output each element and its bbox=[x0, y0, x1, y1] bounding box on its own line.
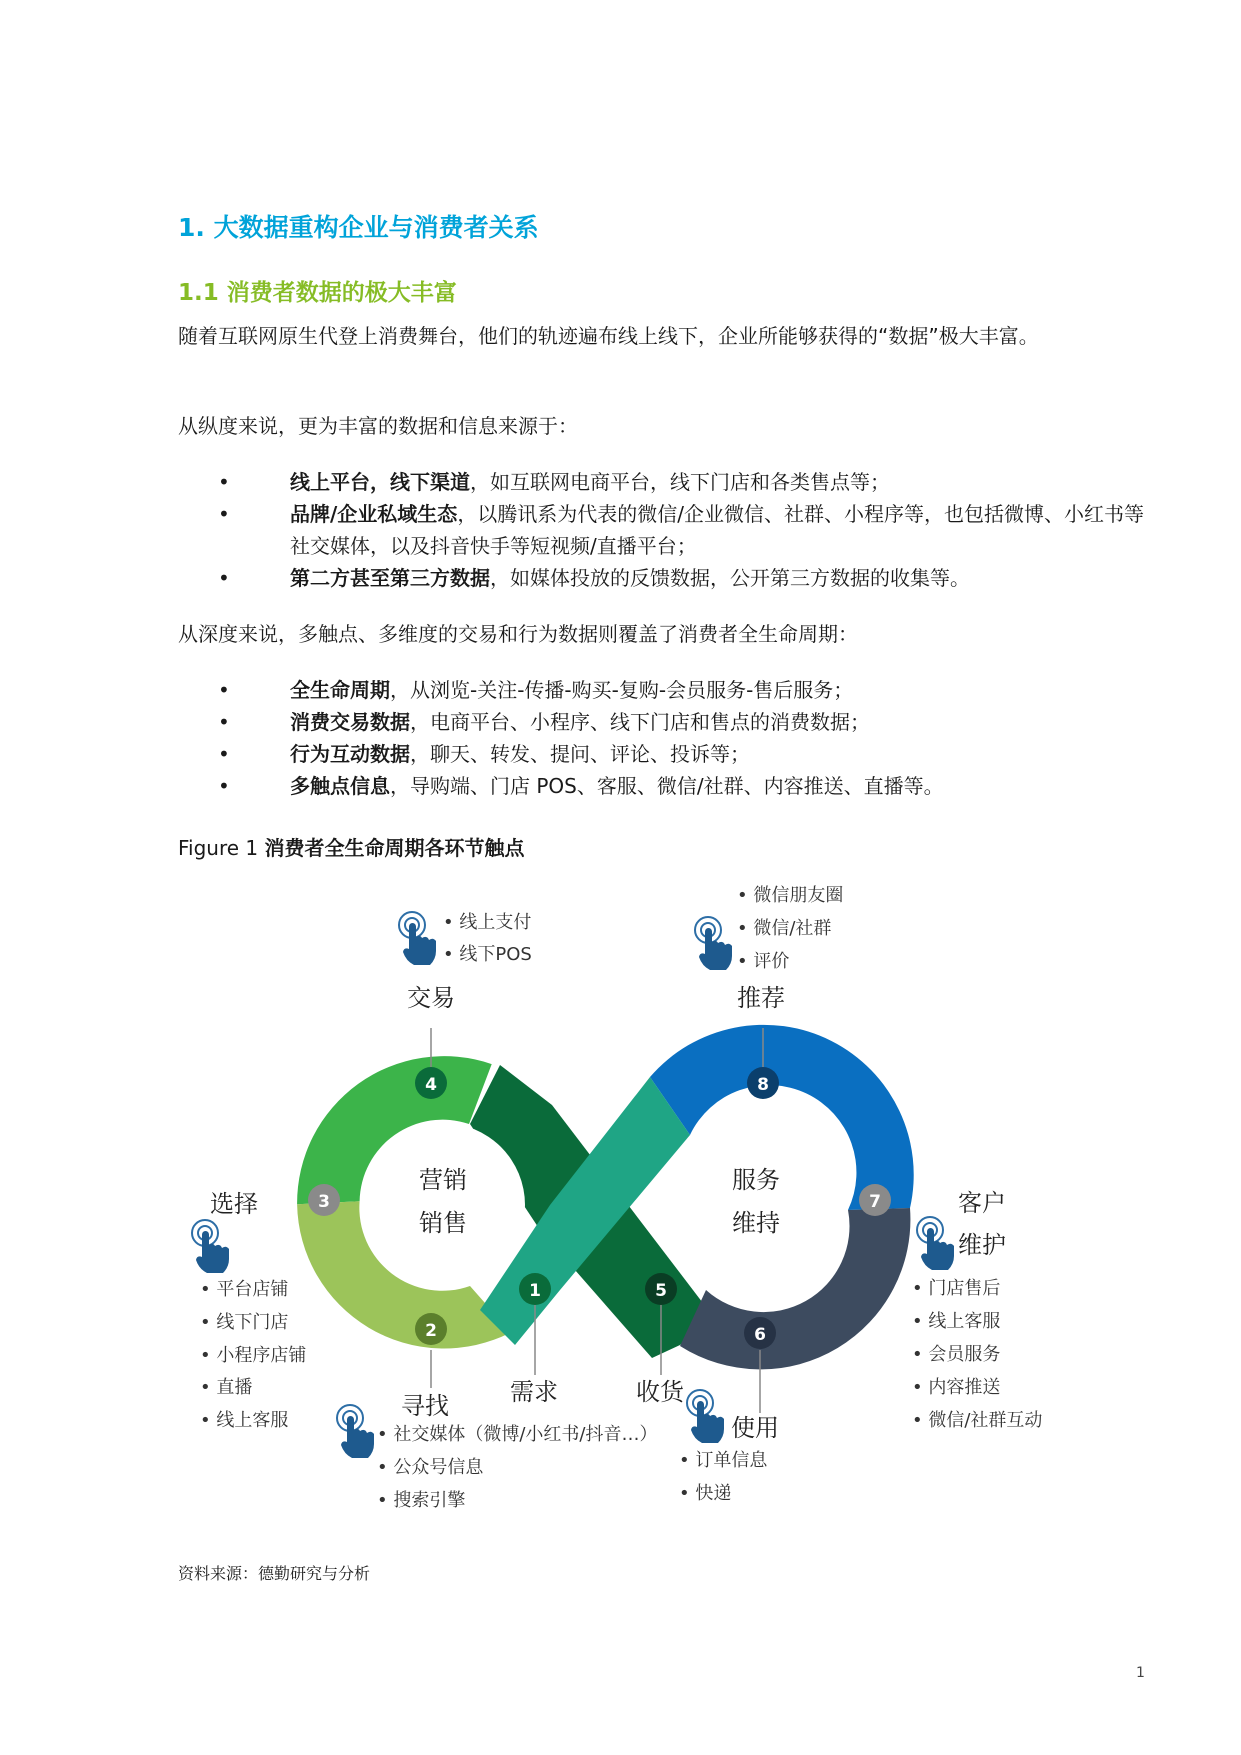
touchpoints-trade bbox=[443, 912, 532, 965]
intro-paragraph: 随着互联网原生代登上消费舞台，他们的轨迹遍布线上线下，企业所能够获得的“数据”极大丰富。 bbox=[178, 324, 1039, 348]
touchpoints-search bbox=[377, 1424, 657, 1511]
lifecycle-infinity-diagram bbox=[0, 860, 1241, 1540]
label-select: 选择 bbox=[210, 1190, 258, 1218]
label-search: 寻找 bbox=[401, 1392, 449, 1420]
label-use: 使用 bbox=[731, 1414, 779, 1442]
touchpoints-select bbox=[200, 1279, 306, 1431]
svg-text:• 小程序店铺: • 小程序店铺 bbox=[200, 1345, 307, 1366]
center-right-line2: 维持 bbox=[732, 1209, 780, 1237]
badge-6 bbox=[744, 1317, 776, 1349]
source-note: 资料来源：德勤研究与分析 bbox=[178, 1564, 371, 1583]
svg-text:• 订单信息: • 订单信息 bbox=[679, 1450, 768, 1471]
touch-hand-icon bbox=[399, 912, 436, 965]
badge-2 bbox=[415, 1313, 447, 1345]
list-item: • 行为互动数据，聊天、转发、提问、评论、投诉等； bbox=[178, 738, 1158, 770]
touchpoints-maintain bbox=[912, 1278, 1042, 1431]
page-number: 1 bbox=[1136, 1665, 1145, 1681]
badge-7 bbox=[859, 1184, 891, 1216]
badge-1 bbox=[519, 1273, 551, 1305]
inner-hole-left bbox=[361, 1123, 525, 1287]
svg-text:• 会员服务: • 会员服务 bbox=[912, 1344, 1001, 1365]
badge-4 bbox=[415, 1067, 447, 1099]
touch-hand-icon bbox=[337, 1405, 374, 1458]
svg-text:1: 1 bbox=[529, 1281, 541, 1301]
svg-text:• 快递: • 快递 bbox=[679, 1483, 732, 1504]
list-item: • 多触点信息，导购端、门店 POS、客服、微信/社群、内容推送、直播等。 bbox=[178, 770, 1158, 802]
center-left-line2: 销售 bbox=[419, 1209, 467, 1237]
vertical-paragraph: 从纵度来说，更为丰富的数据和信息来源于： bbox=[178, 414, 578, 438]
bullet-icon: • bbox=[218, 502, 230, 526]
list-item: • 全生命周期，从浏览-关注-传播-购买-复购-会员服务-售后服务； bbox=[178, 674, 1158, 706]
svg-text:• 线上客服: • 线上客服 bbox=[912, 1311, 1001, 1332]
badge-8 bbox=[747, 1067, 779, 1099]
svg-text:• 线上支付: • 线上支付 bbox=[443, 912, 532, 933]
list-item: • 品牌/企业私域生态，以腾讯系为代表的微信/企业微信、社群、小程序等，也包括微博、小红书等社交媒体，以及抖音快手等短视频/直播平台； bbox=[178, 498, 1158, 562]
label-receive: 收货 bbox=[636, 1378, 684, 1406]
depth-paragraph: 从深度来说，多触点、多维度的交易和行为数据则覆盖了消费者全生命周期： bbox=[178, 622, 858, 646]
bullet-icon: • bbox=[218, 742, 230, 766]
svg-text:6: 6 bbox=[754, 1325, 766, 1345]
touch-hand-icon bbox=[917, 1217, 954, 1270]
bullet-icon: • bbox=[218, 566, 230, 590]
svg-text:• 微信/社群: • 微信/社群 bbox=[737, 918, 832, 939]
svg-text:• 微信/社群互动: • 微信/社群互动 bbox=[912, 1410, 1043, 1431]
inner-hole-right bbox=[677, 1121, 845, 1289]
svg-text:• 线上客服: • 线上客服 bbox=[200, 1410, 289, 1431]
label-trade: 交易 bbox=[407, 984, 455, 1012]
subsection-heading: 1.1 消费者数据的极大丰富 bbox=[178, 280, 457, 306]
svg-text:• 评价: • 评价 bbox=[737, 951, 790, 972]
svg-text:2: 2 bbox=[425, 1321, 437, 1341]
svg-text:• 直播: • 直播 bbox=[200, 1377, 253, 1398]
badge-5 bbox=[645, 1273, 677, 1305]
svg-text:• 社交媒体（微博/小红书/抖音…）: • 社交媒体（微博/小红书/抖音…） bbox=[377, 1424, 658, 1445]
svg-text:3: 3 bbox=[318, 1192, 330, 1212]
touchpoints-recommend bbox=[737, 885, 843, 972]
bullet-icon: • bbox=[218, 678, 230, 702]
svg-text:5: 5 bbox=[655, 1281, 667, 1301]
svg-text:8: 8 bbox=[757, 1075, 769, 1095]
svg-text:4: 4 bbox=[425, 1075, 437, 1095]
touch-hand-icon bbox=[192, 1220, 229, 1273]
label-demand: 需求 bbox=[510, 1378, 558, 1406]
list-item: • 线上平台，线下渠道，如互联网电商平台，线下门店和各类售点等； bbox=[178, 466, 1158, 498]
svg-text:• 平台店铺: • 平台店铺 bbox=[200, 1279, 289, 1300]
bullet-list-lifecycle bbox=[178, 674, 1158, 802]
svg-text:• 微信朋友圈: • 微信朋友圈 bbox=[737, 885, 844, 906]
bullet-icon: • bbox=[218, 470, 230, 494]
bullet-icon: • bbox=[218, 710, 230, 734]
svg-text:• 内容推送: • 内容推送 bbox=[912, 1377, 1001, 1398]
svg-text:• 搜索引擎: • 搜索引擎 bbox=[377, 1490, 466, 1511]
label-maintain-line1: 客户 bbox=[958, 1189, 1006, 1217]
label-recommend: 推荐 bbox=[737, 984, 785, 1012]
svg-text:• 公众号信息: • 公众号信息 bbox=[377, 1457, 484, 1478]
section-heading: 1. 大数据重构企业与消费者关系 bbox=[178, 213, 539, 242]
badge-3 bbox=[308, 1184, 340, 1216]
touchpoints-use bbox=[679, 1450, 768, 1504]
list-item: • 消费交易数据，电商平台、小程序、线下门店和售点的消费数据； bbox=[178, 706, 1158, 738]
touch-hand-icon bbox=[695, 917, 732, 970]
svg-text:7: 7 bbox=[869, 1192, 881, 1212]
bullet-list-sources bbox=[178, 466, 1158, 594]
center-left-line1: 营销 bbox=[419, 1166, 467, 1194]
list-item: • 第二方甚至第三方数据，如媒体投放的反馈数据，公开第三方数据的收集等。 bbox=[178, 562, 1158, 594]
touch-hand-icon bbox=[687, 1390, 724, 1443]
figure-caption: Figure 1 消费者全生命周期各环节触点 bbox=[178, 836, 525, 860]
label-maintain-line2: 维护 bbox=[958, 1231, 1006, 1259]
svg-text:• 门店售后: • 门店售后 bbox=[912, 1278, 1001, 1299]
svg-text:• 线下门店: • 线下门店 bbox=[200, 1312, 289, 1333]
svg-text:• 线下POS: • 线下POS bbox=[443, 944, 532, 965]
center-right-line1: 服务 bbox=[732, 1166, 780, 1194]
bullet-icon: • bbox=[218, 774, 230, 798]
